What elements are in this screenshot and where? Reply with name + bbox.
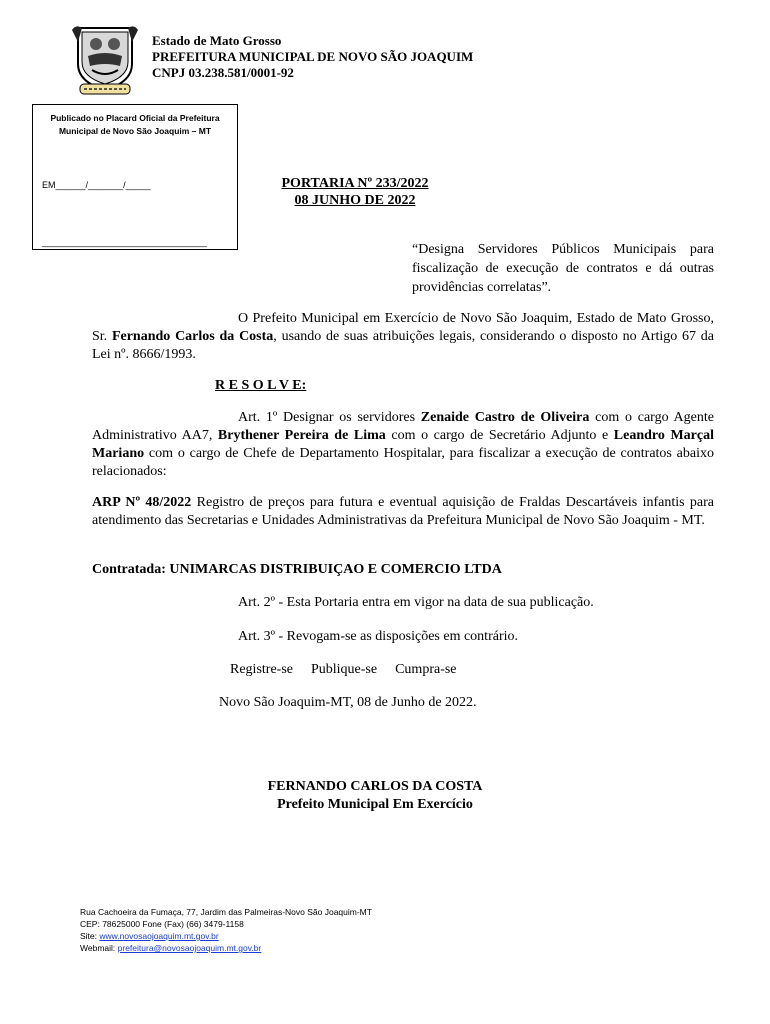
stamp-signature-line: _________________________________ <box>42 237 208 247</box>
signatory-name: FERNANDO CARLOS DA COSTA <box>267 779 483 794</box>
arp-text: Registro de preços para futura e eventual aquisição de Fraldas Descartáveis infantis para atendimento das Secretarias e Unidades Administrativas da Prefeitura Municipal de Novo São Joaquim - MT. <box>92 495 714 528</box>
arp-label: ARP Nº 48/2022 <box>92 495 192 510</box>
publication-stamp <box>32 104 238 250</box>
stamp-date-line: EM______/_______/_____ <box>42 180 151 190</box>
footer-webmail-row <box>80 942 372 954</box>
intro-text-2: , usando de suas atribuições legais, considerando o disposto no Artigo 67 da Lei nº. 8666/1993. <box>92 329 714 362</box>
footer-site-row <box>80 930 372 942</box>
art1-text-1: Art. 1º Designar os servidores <box>238 410 421 425</box>
intro-text-1: O Prefeito Municipal em Exercício de Novo São Joaquim, Estado de Mato Grosso, Sr. <box>92 311 714 344</box>
prefeitura-name: PREFEITURA MUNICIPAL DE NOVO SÃO JOAQUIM <box>152 49 474 64</box>
art1-text-3: com o cargo de Secretário Adjunto e <box>385 428 614 443</box>
mayor-name: Fernando Carlos da Costa <box>111 329 274 344</box>
resolve-heading: R E S O L V E: <box>215 378 307 393</box>
article-3: Art. 3º - Revogam-se as disposições em contrário. <box>238 629 518 644</box>
closing-formula <box>230 662 475 678</box>
state-name: Estado de Mato Grosso <box>152 33 282 48</box>
art1-text-4: com o cargo de Chefe de Departamento Hospitalar, para fiscalizar a execução de contratos abaixo relacionados: <box>92 446 714 479</box>
footer-webmail-label: Webmail: <box>80 943 118 953</box>
servidor-2-name: Brythener Pereira de Lima <box>217 428 386 443</box>
servidor-3-name: Leandro Marçal Mariano <box>92 428 714 461</box>
portaria-number: PORTARIA Nº 233/2022 <box>281 176 429 191</box>
art1-text-2: com o cargo Agente Administrativo AA7, <box>92 410 714 443</box>
footer-cep: CEP: 78625000 Fone (Fax) (66) 3479-1158 <box>80 919 244 929</box>
contratada-line: Contratada: UNIMARCAS DISTRIBUIÇAO E COMERCIO LTDA <box>92 562 502 577</box>
article-1 <box>92 409 714 481</box>
registre-se: Registre-se <box>230 662 293 677</box>
arp-paragraph <box>92 494 714 530</box>
stamp-title: Publicado no Placard Oficial da Prefeitura Municipal de Novo São Joaquim – MT <box>50 113 220 136</box>
webmail-link[interactable]: prefeitura@novosaojoaquim.mt.gov.br <box>117 943 262 953</box>
footer-site-label: Site: <box>80 931 100 941</box>
coat-of-arms-logo <box>70 22 140 98</box>
article-2: Art. 2º - Esta Portaria entra em vigor na data de sua publicação. <box>238 595 594 610</box>
portaria-date: 08 JUNHO DE 2022 <box>294 193 416 208</box>
publique-se: Publique-se <box>310 662 378 677</box>
cumpra-se: Cumpra-se <box>395 662 457 677</box>
servidor-1-name: Zenaide Castro de Oliveira <box>420 410 590 425</box>
footer <box>80 906 372 954</box>
intro-paragraph <box>92 310 714 364</box>
ementa: “Designa Servidores Públicos Municipais para fiscalização de execução de contratos e dá outras providências correlatas”. <box>412 242 714 295</box>
footer-address: Rua Cachoeira da Fumaça, 77, Jardim das Palmeiras-Novo São Joaquim-MT <box>80 907 372 917</box>
portaria-heading <box>240 175 470 209</box>
signatory-role: Prefeito Municipal Em Exercício <box>277 797 473 812</box>
letterhead <box>152 33 473 81</box>
cnpj: CNPJ 03.238.581/0001-92 <box>152 65 294 80</box>
place-date: Novo São Joaquim-MT, 08 de Junho de 2022. <box>219 695 477 710</box>
site-link[interactable]: www.novosaojoaquim.mt.gov.br <box>99 931 219 941</box>
signature-block <box>240 778 510 814</box>
